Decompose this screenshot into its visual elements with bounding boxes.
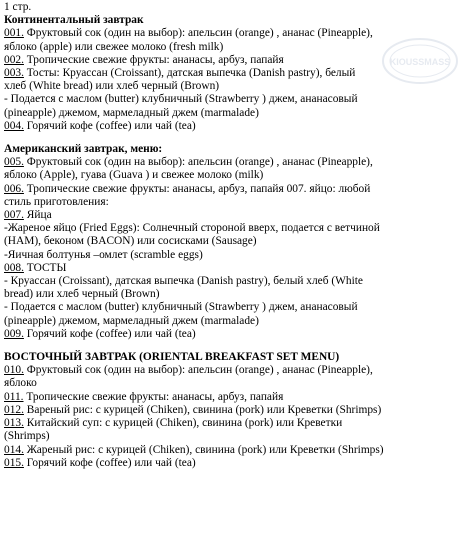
line-text: -Жареное яйцо (Fried Eggs): Солнечный стороной вверх, подается с ветчиной	[4, 222, 380, 235]
page-label: 1 стр.	[4, 1, 32, 13]
menu-line	[4, 183, 466, 196]
item-number: 010.	[4, 364, 24, 377]
menu-line	[4, 417, 466, 430]
line-text: яблоко (apple) или свежее молоко (fresh milk)	[4, 40, 224, 53]
item-number: 015.	[4, 456, 24, 469]
line-text: яблоко	[4, 377, 37, 390]
line-text: (pineapple) джемом, мармеладный джем (marmalade)	[4, 314, 259, 327]
menu-line	[4, 156, 466, 169]
menu-line	[4, 328, 466, 341]
item-number: 003.	[4, 67, 24, 80]
menu-line	[4, 235, 466, 248]
line-text: Горячий кофе (coffee) или чай (tea)	[23, 456, 196, 469]
line-text: хлеб (White bread) или хлеб черный (Brown)	[4, 80, 220, 93]
menu-line	[4, 196, 466, 209]
line-text: bread) или хлеб черный (Brown)	[4, 288, 160, 301]
line-text: (pineapple) джемом, мармеладный джем (marmalade)	[4, 106, 259, 119]
menu-line	[4, 364, 466, 377]
item-number: 012.	[4, 403, 24, 416]
section-heading: Американский завтрак, меню:	[4, 143, 163, 156]
item-number: 004.	[4, 119, 24, 132]
item-number: 013.	[4, 417, 24, 430]
watermark-text: KIOUSSMASS	[389, 57, 451, 67]
item-number: 001.	[4, 27, 24, 40]
line-text: - Круассан (Croissant), датская выпечка (Danish pastry), белый хлеб (White	[4, 275, 363, 288]
menu-line	[4, 404, 466, 417]
line-text: -Яичная болтунья –омлет (scramble eggs)	[4, 248, 203, 261]
line-text: Китайский суп: с курицей (Chiken), свинина (pork) или Креветки	[23, 417, 343, 430]
menu-line	[4, 262, 466, 275]
item-number: 009.	[4, 327, 24, 340]
line-text: Тропические свежие фрукты: ананасы, арбуз, папайя	[23, 390, 284, 403]
line-text: Тропические свежие фрукты: ананасы, арбуз, папайя	[23, 53, 284, 66]
line-text: стиль приготовления:	[4, 195, 109, 208]
line-text: - Подается с маслом (butter) клубничный (Strawberry ) джем, ананасовый	[4, 93, 358, 106]
menu-line	[4, 444, 466, 457]
section-gap	[4, 133, 466, 143]
item-number: 014.	[4, 443, 24, 456]
menu-line	[4, 457, 466, 470]
menu-line	[4, 288, 466, 301]
menu-line	[4, 315, 466, 328]
line-text: (HAM), беконом (BACON) или сосисками (Sausage)	[4, 235, 257, 248]
section-gap	[4, 341, 466, 351]
menu-line	[4, 275, 466, 288]
menu-line	[4, 391, 466, 404]
item-number: 005.	[4, 156, 24, 169]
menu-line	[4, 222, 466, 235]
line-text: Горячий кофе (coffee) или чай (tea)	[23, 327, 196, 340]
line-text: (Shrimps)	[4, 430, 50, 443]
menu-line	[4, 209, 466, 222]
watermark-logo	[380, 34, 460, 88]
menu-line	[4, 120, 466, 133]
line-text: ТОСТЫ	[23, 261, 67, 274]
line-text: яблоко (Apple), гуава (Guava ) и свежее молоко (milk)	[4, 169, 264, 182]
line-text: Вареный рис: с курицей (Chiken), свинина (pork) или Креветки (Shrimps)	[23, 403, 382, 416]
line-text: Яйца	[23, 209, 52, 222]
menu-line	[4, 107, 466, 120]
line-text: Горячий кофе (coffee) или чай (tea)	[23, 119, 196, 132]
menu-line	[4, 249, 466, 262]
line-text: Фруктовый сок (один на выбор): апельсин (orange) , ананас (Pineapple),	[23, 156, 373, 169]
line-text: Фруктовый сок (один на выбор): апельсин (orange) , ананас (Pineapple),	[23, 364, 373, 377]
menu-line	[4, 430, 466, 443]
menu-line	[4, 169, 466, 182]
section-heading: Континентальный завтрак	[4, 14, 144, 27]
menu-line	[4, 377, 466, 390]
menu-line	[4, 301, 466, 314]
item-number: 006.	[4, 182, 24, 195]
menu-line	[4, 93, 466, 106]
item-number: 002.	[4, 53, 24, 66]
line-text: - Подается с маслом (butter) клубничный (Strawberry ) джем, ананасовый	[4, 301, 358, 314]
line-text: Тропические свежие фрукты: ананасы, арбуз, папайя 007. яйцо: любой	[23, 182, 371, 195]
item-number: 011.	[4, 390, 24, 403]
item-number: 008.	[4, 261, 24, 274]
section-heading: ВОСТОЧНЫЙ ЗАВТРАК (ORIENTAL BREAKFAST SET MENU)	[4, 351, 340, 364]
line-text: Тосты: Круассан (Croissant), датская выпечка (Danish pastry), белый	[23, 67, 356, 80]
line-text: Фруктовый сок (один на выбор): апельсин (orange) , ананас (Pineapple),	[23, 27, 373, 40]
item-number: 007.	[4, 209, 24, 222]
line-text: Жареный рис: с курицей (Chiken), свинина (pork) или Креветки (Shrimps)	[23, 443, 384, 456]
